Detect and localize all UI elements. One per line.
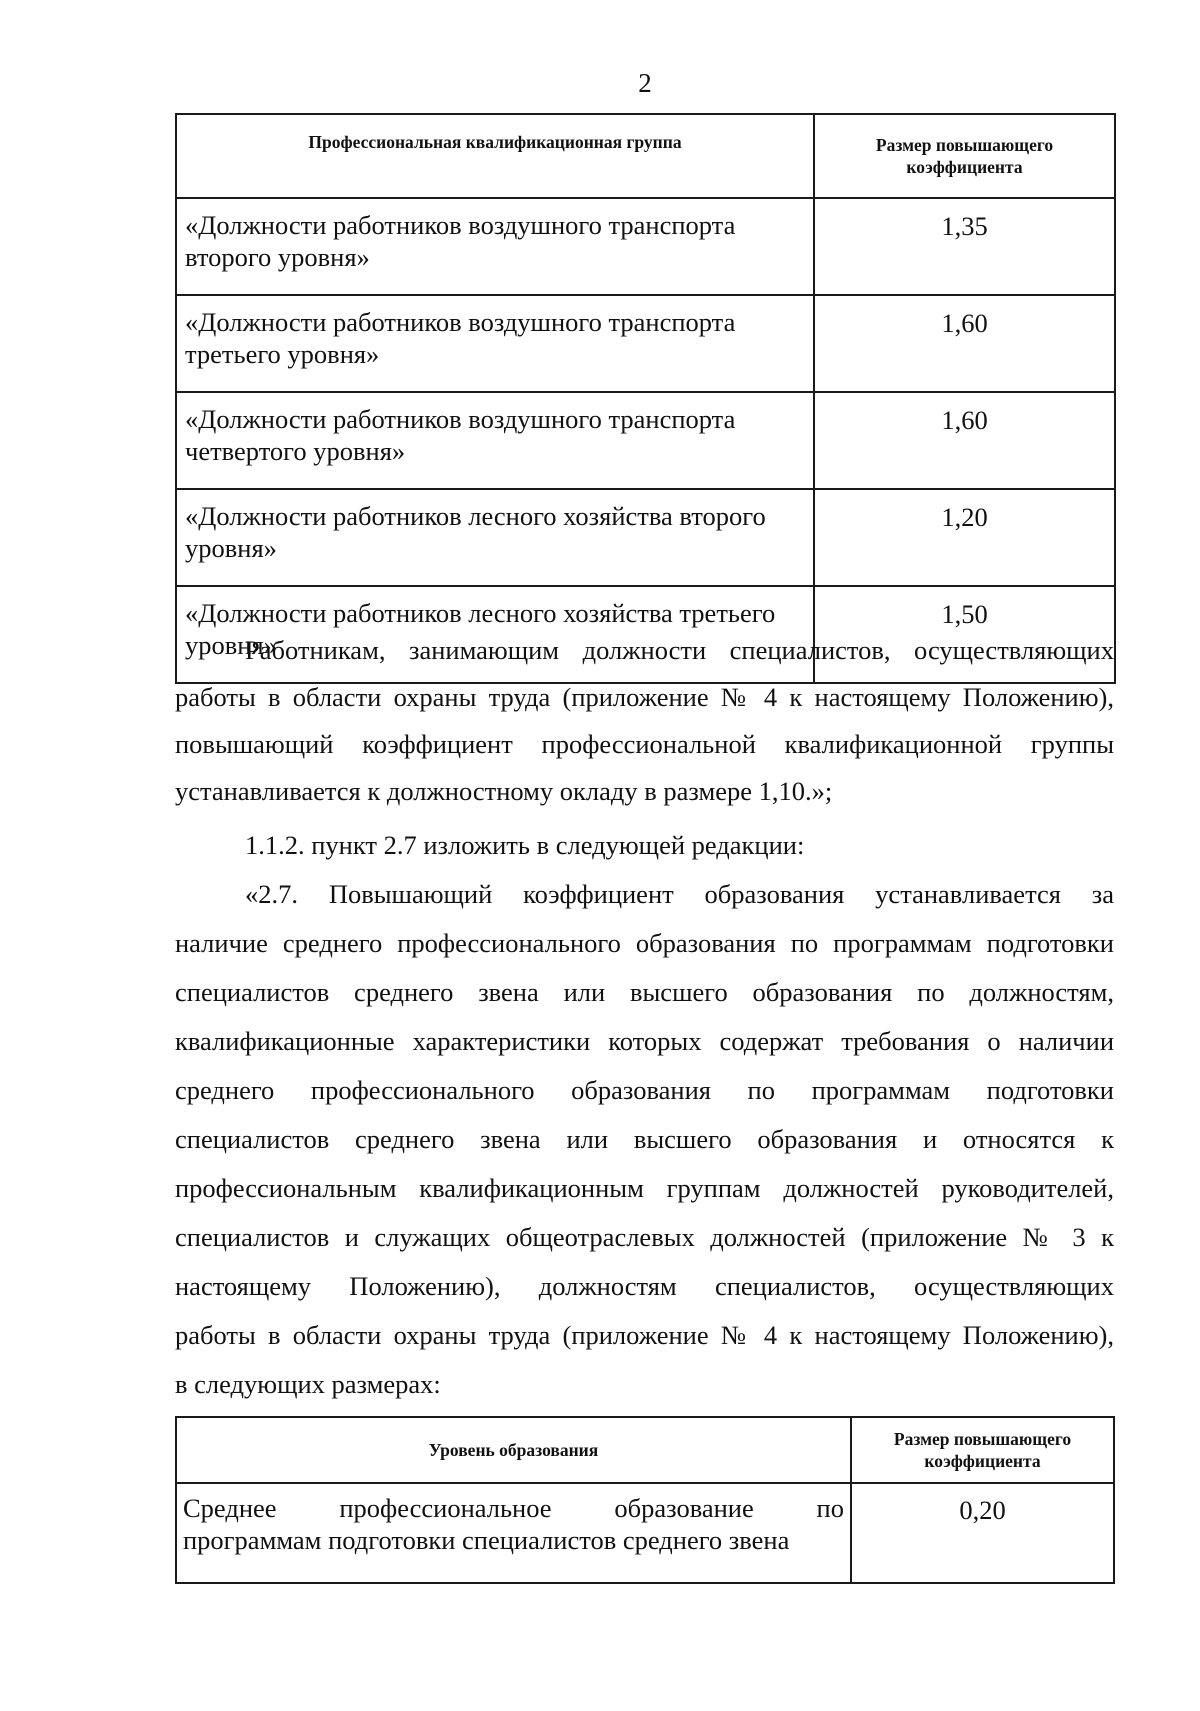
education-level-table [175, 1416, 1115, 1584]
column-header-coefficient: Размер повышающего коэффициента [851, 1417, 1114, 1483]
coefficient-cell: 1,60 [814, 392, 1115, 489]
group-name-cell: «Должности работников воздушного транспорта второго уровня» [176, 198, 814, 295]
group-name-cell: «Должности работников воздушного транспорта четвертого уровня» [176, 392, 814, 489]
table-row [176, 1483, 1114, 1583]
text-line: специалистов среднего звена или высшего образования по должностям, [175, 977, 1114, 1007]
text-line: квалификационные характеристики которых содержат требования о наличии [175, 1026, 1114, 1056]
text-line: специалистов среднего звена или высшего образования и относятся к [175, 1124, 1114, 1154]
coefficient-cell: 1,60 [814, 295, 1115, 392]
text-line: «2.7. Повышающий коэффициент образования устанавливается за [245, 879, 1114, 909]
table-row [176, 295, 1115, 392]
text-line: наличие среднего профессионального образования по программам подготовки [175, 928, 1114, 958]
text-line: профессиональным квалификационным группам должностей руководителей, [175, 1173, 1114, 1203]
text-line: в следующих размерах: [175, 1369, 441, 1399]
coefficient-cell: 0,20 [851, 1483, 1114, 1583]
text-line: работы в области охраны труда (приложение № 4 к настоящему Положению), [175, 682, 1114, 712]
coefficient-cell: 1,35 [814, 198, 1115, 295]
cell-text-line: программам подготовки специалистов среднего звена [183, 1525, 790, 1555]
coefficient-cell: 1,50 [814, 586, 1115, 683]
column-header-group: Профессиональная квалификационная группа [176, 114, 814, 198]
table-header-row [176, 114, 1115, 198]
text-line: работы в области охраны труда (приложение № 4 к настоящему Положению), [175, 1320, 1114, 1350]
text-line: повышающий коэффициент профессиональной квалификационной группы [175, 729, 1114, 759]
table-row [176, 198, 1115, 295]
column-header-coefficient: Размер повышающего коэффициента [814, 114, 1115, 198]
text-line: среднего профессионального образования по программам подготовки [175, 1075, 1114, 1105]
group-name-cell: «Должности работников воздушного транспорта третьего уровня» [176, 295, 814, 392]
group-name-cell: «Должности работников лесного хозяйства третьего уровня» [176, 586, 814, 683]
column-header-education-level: Уровень образования [176, 1417, 851, 1483]
coefficient-cell: 1,20 [814, 489, 1115, 586]
cell-text-line: Среднее профессиональное образование по [183, 1493, 844, 1523]
text-line: Работникам, занимающим должности специалистов, осуществляющих [245, 635, 1114, 665]
page-number: 2 [638, 68, 652, 98]
text-line: устанавливается к должностному окладу в размере 1,10.»; [175, 776, 833, 806]
qualification-group-table [175, 113, 1116, 684]
table-row [176, 392, 1115, 489]
text-line: настоящему Положению), должностям специалистов, осуществляющих [175, 1271, 1114, 1301]
group-name-cell: «Должности работников лесного хозяйства второго уровня» [176, 489, 814, 586]
table-header-row [176, 1417, 1114, 1483]
item-1-1-2: 1.1.2. пункт 2.7 изложить в следующей редакции: [245, 830, 805, 860]
education-level-cell [176, 1483, 851, 1583]
table-row [176, 489, 1115, 586]
text-line: специалистов и служащих общеотраслевых должностей (приложение № 3 к [175, 1222, 1114, 1252]
